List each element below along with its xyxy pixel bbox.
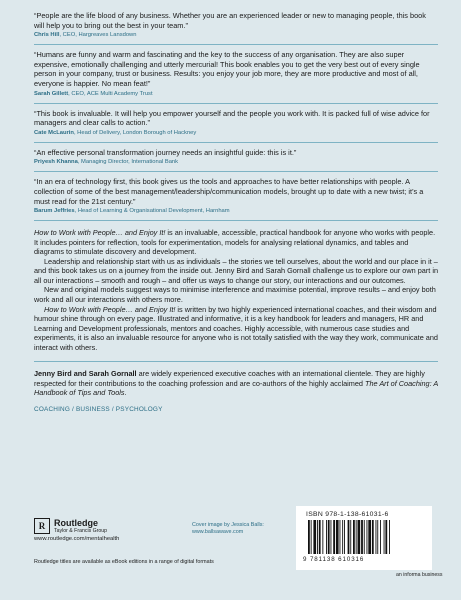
endorsement-attribution: Priyesh Khanna, Managing Director, International Bank [34, 159, 179, 166]
endorsement-text: “People are the life blood of any business. Whether you are an experienced leader or new to managing people, this book will help you to bring out the best in your team.” [34, 11, 426, 30]
endorsement-text: “This book is invaluable. It will help you empower yourself and the people you work with. It is packed full of wise advice for managers and clear calls to action.” [34, 108, 430, 128]
endorsement [34, 50, 438, 97]
publisher-group: Taylor & Francis Group [54, 527, 108, 534]
category-label: COACHING / BUSINESS / PSYCHOLOGY [34, 405, 163, 413]
publisher-name: Routledge [54, 517, 98, 528]
endorsement [34, 11, 438, 39]
endorsement-attribution: Sarah Gillett, CEO, ACE Multi Academy Trust [34, 90, 153, 97]
barcode-icon [306, 520, 426, 556]
routledge-mark-icon: R [34, 518, 50, 534]
endorsement-attribution: Cate McLaurin, Head of Delivery, London Borough of Hackney [34, 129, 197, 136]
endorsement-text: “Humans are funny and warm and fascinating and the key to the success of any organisation. They are also super expensive, emotionally challenging and utterly mercurial! This book enables you to get the very best out of every single person in your company, trust or business. Results: you enjoy your job more, they are more productive and most of all, everyone is happier. No mean feat!” [34, 50, 420, 88]
routledge-logo [34, 518, 194, 534]
book-description [34, 228, 438, 352]
isbn-label: ISBN 978-1-138-61031-6 [306, 511, 389, 518]
blurb-paragraph-1: How to Work with People… and Enjoy It! is an invaluable, accessible, practical handbook for anyone who works with people. It includes pointers for reflection, tools for experimentation, models for analysing relational dynamics, and tables and diagrams to stimulate discovery and development. [34, 228, 436, 257]
cover-credit: Cover image by Jessica Balls: www.ballsawave.com [192, 522, 264, 535]
author-bio: Jenny Bird and Sarah Gornall are widely experienced executive coaches with an international clientele. They are highly respected for their contributions to the coaching profession and are co-authors of the highly acclaimed The Art of Coaching: A Handbook of Tips and Tools. [34, 369, 438, 398]
divider [34, 142, 438, 143]
endorsement [34, 109, 438, 137]
endorsement-text: “An effective personal transformation journey needs an insightful guide: this is it.” [34, 147, 297, 157]
endorsement-text: “In an era of technology first, this book gives us the tools and approaches to have better relationships with people. A collection of some of the best management/leadership/communication models, brought up to date with a new twist; it’s a must read for the 21st century.” [34, 177, 424, 206]
endorsement [34, 148, 438, 167]
blurb-paragraph-2: Leadership and relationship start with us as individuals – the stories we tell ourselves, about the world and our place in it – and this book takes us on a journey from the inside out. Jenny Bird and Sarah Gornall challenge us to explore our own part in all our interactions – smooth and rough – and offer us ways to change our story, our interactions and our outcomes. [34, 256, 439, 285]
divider [34, 103, 438, 104]
blurb-paragraph-4: How to Work with People… and Enjoy It! is written by two highly experienced international coaches, and their wisdom and humour shine through on every page. Illustrated and informative, it is a key handbook for leaders and managers, HR and Learning and Development professionals, mentors and coaches. Highly accessible, with numerous case studies and experiments, it is also an invaluable resource for anyone who is not totally satisfied with the way they work, communicate and interact with others. [34, 304, 438, 352]
divider [34, 220, 438, 221]
publisher-block [34, 518, 194, 542]
divider [34, 44, 438, 45]
blurb-paragraph-3: New and original models suggest ways to minimise interference and maximise potential, improve results – and enjoy both work and all our interactions with others more. [34, 285, 436, 304]
informa-label: an informa business [396, 572, 443, 578]
endorsement-attribution: Barum Jeffries, Head of Learning & Organisational Development, Harnham [34, 208, 230, 215]
divider [34, 361, 438, 362]
endorsement-attribution: Chris Hill, CEO, Hargreaves Lansdown [34, 32, 137, 39]
endorsements [34, 11, 438, 215]
divider [34, 171, 438, 172]
barcode-digits: 9 781138 610316 [303, 556, 365, 563]
endorsement [34, 177, 438, 215]
ebook-note: Routledge titles are available as eBook editions in a range of digital formats [34, 559, 214, 565]
publisher-url[interactable]: www.routledge.com/mentalhealth [34, 536, 120, 542]
